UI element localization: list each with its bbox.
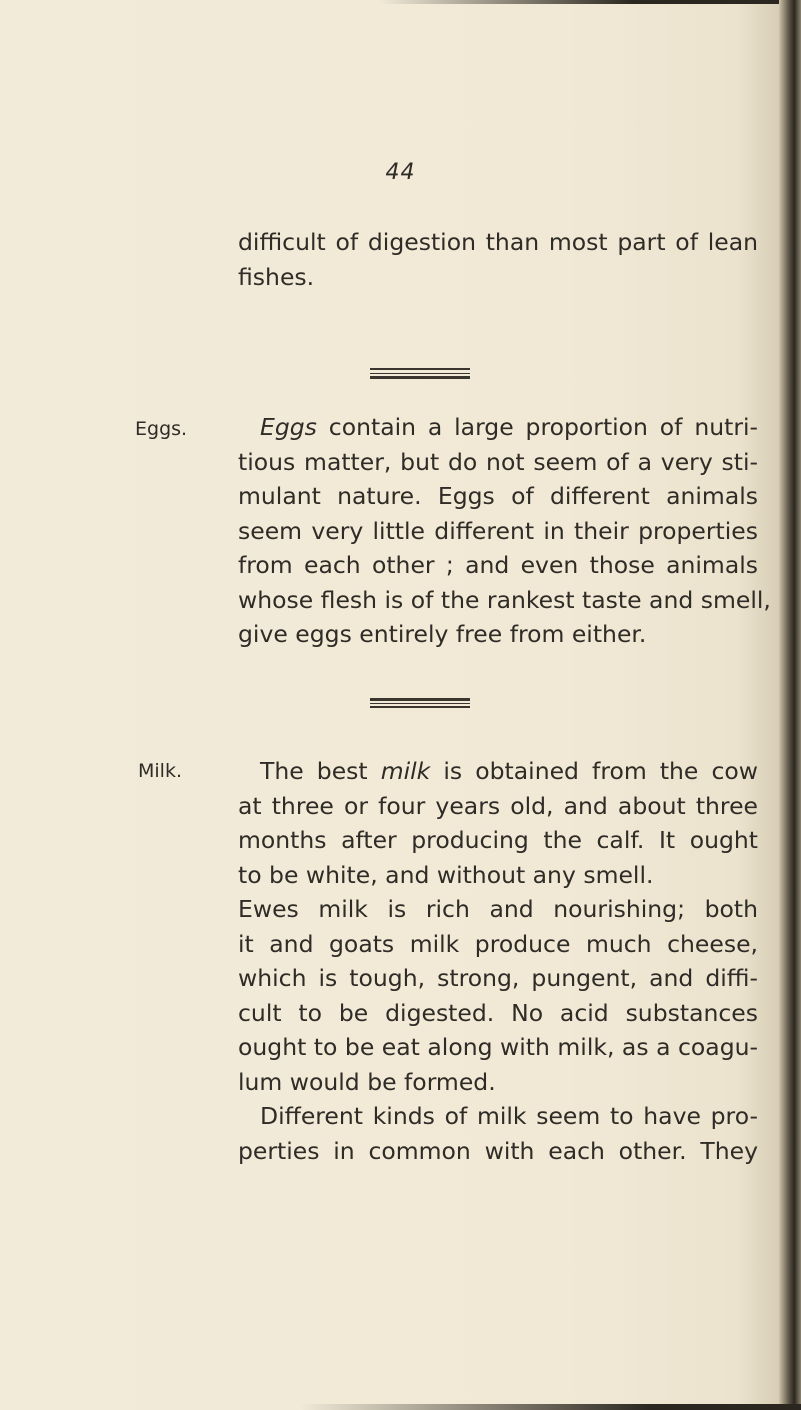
text-line: perties in common with each other. They <box>238 1136 758 1165</box>
text-line: tious matter, but do not seem of a very sti- <box>238 447 758 476</box>
page-spine-edge <box>779 0 801 1410</box>
text-line: which is tough, strong, pungent, and diffi- <box>238 964 758 992</box>
text-line: cult to be digested. No acid substances <box>238 998 758 1027</box>
text-line: lum would be formed. <box>238 1067 496 1096</box>
text-line: seem very little different in their properties <box>238 516 758 545</box>
text-line: Eggs contain a large proportion of nutri- <box>260 413 758 441</box>
text-line: from each other ; and even those animals <box>238 551 758 579</box>
eggs-paragraph <box>238 410 771 652</box>
page-number: 44 <box>385 160 416 185</box>
italic-term: Eggs <box>260 413 317 441</box>
margin-note-eggs: Eggs. <box>135 418 188 440</box>
text-line: ought to be eat along with milk, as a coagu- <box>238 1033 758 1061</box>
milk-paragraph <box>238 754 758 1168</box>
text-line: difficult of digestion than most part of lean <box>238 228 758 256</box>
text-line: to be white, and without any smell. <box>238 860 654 889</box>
italic-term: milk <box>380 757 431 785</box>
text-line: it and goats milk produce much cheese, <box>238 929 758 958</box>
text-line: at three or four years old, and about three <box>238 791 758 820</box>
section-divider <box>370 698 470 711</box>
text-line: mulant nature. Eggs of different animals <box>238 482 758 510</box>
text-line: Ewes milk is rich and nourishing; both <box>238 895 758 923</box>
text-line: whose flesh is of the rankest taste and smell, <box>238 585 771 614</box>
margin-note-milk: Milk. <box>138 760 182 782</box>
text-line: months after producing the calf. It ought <box>238 826 758 854</box>
text-line: Different kinds of milk seem to have pro- <box>260 1102 758 1130</box>
text-line: fishes. <box>238 262 315 291</box>
page-bottom-edge <box>300 1404 801 1410</box>
section-divider <box>370 368 470 379</box>
page-top-edge <box>380 0 801 4</box>
text-line: give eggs entirely free from either. <box>238 620 647 648</box>
continuation-paragraph <box>238 225 758 294</box>
text-line: The best milk is obtained from the cow <box>260 757 759 785</box>
